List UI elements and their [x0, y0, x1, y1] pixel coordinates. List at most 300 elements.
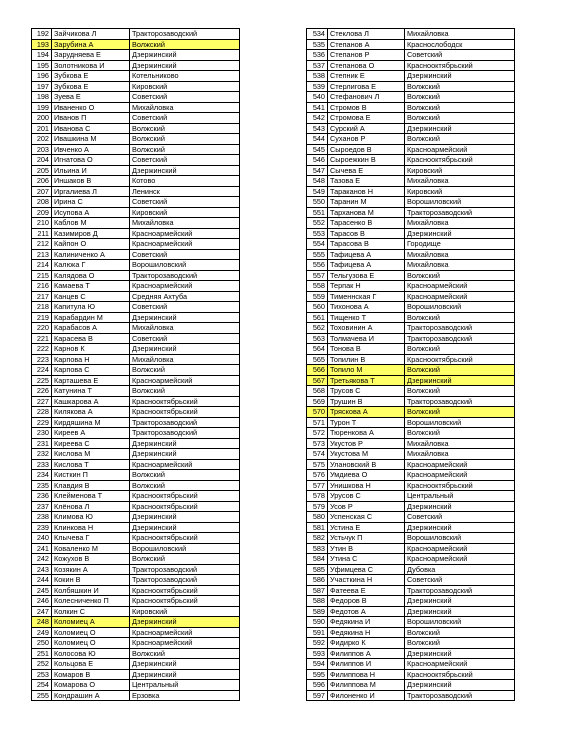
district-name: Тракторозаводский [130, 270, 240, 281]
district-name: Волжский [130, 470, 240, 481]
district-name: Волжский [405, 365, 515, 376]
district-name: Волжский [130, 554, 240, 565]
row-number: 244 [32, 575, 52, 586]
person-name: Зарудняева Е [52, 50, 130, 61]
table-row [307, 501, 515, 512]
table-row [32, 228, 240, 239]
table-row [32, 239, 240, 250]
district-name: Тракторозаводский [405, 690, 515, 701]
table-row-highlighted [32, 617, 240, 628]
district-name: Дзержинский [130, 344, 240, 355]
person-name: Сурский А [328, 123, 405, 134]
district-name: Ворошиловский [405, 417, 515, 428]
table-row [32, 659, 240, 670]
row-number: 243 [32, 564, 52, 575]
person-name: Коваленко М [52, 543, 130, 554]
table-row [32, 165, 240, 176]
district-name: Краснооктябрьский [130, 491, 240, 502]
table-row [307, 480, 515, 491]
district-name: Дзержинский [130, 617, 240, 628]
row-number: 242 [32, 554, 52, 565]
table-row [307, 312, 515, 323]
table-row [32, 449, 240, 460]
district-name: Волжский [405, 627, 515, 638]
district-name: Дзержинский [405, 501, 515, 512]
person-name: Фатеева Е [328, 585, 405, 596]
row-number: 250 [32, 638, 52, 649]
row-number: 576 [307, 470, 328, 481]
row-number: 254 [32, 680, 52, 691]
district-name: Михайловка [130, 354, 240, 365]
row-number: 564 [307, 344, 328, 355]
district-name: Советский [405, 50, 515, 61]
district-name: Дзержинский [405, 71, 515, 82]
table-row [307, 239, 515, 250]
person-name: Карасева В [52, 333, 130, 344]
district-name: Михайловка [405, 218, 515, 229]
district-name: Дзержинский [130, 659, 240, 670]
person-name: Камаева Т [52, 281, 130, 292]
row-number: 580 [307, 512, 328, 523]
person-name: Кокин В [52, 575, 130, 586]
table-row [32, 543, 240, 554]
district-name: Волжский [405, 638, 515, 649]
table-row [307, 638, 515, 649]
person-name: Клычева Г [52, 533, 130, 544]
table-row [32, 438, 240, 449]
table-row [307, 92, 515, 103]
row-number: 571 [307, 417, 328, 428]
person-name: Колосова Ю [52, 648, 130, 659]
person-name: Капитула Ю [52, 302, 130, 313]
row-number: 595 [307, 669, 328, 680]
row-number: 227 [32, 396, 52, 407]
row-number: 586 [307, 575, 328, 586]
district-name: Советский [130, 92, 240, 103]
table-row [307, 29, 515, 40]
person-name: Тельгузова Е [328, 270, 405, 281]
person-name: Кирдяшина М [52, 417, 130, 428]
district-name: Красноармейский [405, 543, 515, 554]
district-name: Котово [130, 176, 240, 187]
person-name: Тарасова В [328, 239, 405, 250]
row-number: 536 [307, 50, 328, 61]
table-row [307, 176, 515, 187]
row-number: 557 [307, 270, 328, 281]
table-row [32, 596, 240, 607]
table-row [32, 113, 240, 124]
row-number: 202 [32, 134, 52, 145]
table-row [307, 386, 515, 397]
table-row [32, 197, 240, 208]
table-row [307, 123, 515, 134]
table-row [307, 60, 515, 71]
person-name: Усов Р [328, 501, 405, 512]
district-name: Тракторозаводский [405, 333, 515, 344]
table-row [307, 260, 515, 271]
person-name: Трушин В [328, 396, 405, 407]
table-row [32, 512, 240, 523]
district-name: Кировский [130, 606, 240, 617]
table-row [307, 186, 515, 197]
row-number: 574 [307, 449, 328, 460]
district-name: Советский [130, 249, 240, 260]
row-number: 192 [32, 29, 52, 40]
row-number: 197 [32, 81, 52, 92]
person-name: Укустова М [328, 449, 405, 460]
table-row [307, 575, 515, 586]
row-number: 583 [307, 543, 328, 554]
table-row [307, 543, 515, 554]
row-number: 575 [307, 459, 328, 470]
table-row [307, 197, 515, 208]
district-name: Красноармейский [130, 375, 240, 386]
person-name: Клинкова Н [52, 522, 130, 533]
person-name: Утина С [328, 554, 405, 565]
row-number: 541 [307, 102, 328, 113]
table-row [307, 680, 515, 691]
table-row [307, 39, 515, 50]
person-name: Катунина Т [52, 386, 130, 397]
district-name: Краснооктябрьский [130, 407, 240, 418]
person-name: Зубкова Е [52, 81, 130, 92]
person-name: Кольцова Е [52, 659, 130, 670]
table-row [32, 249, 240, 260]
row-number: 547 [307, 165, 328, 176]
table-row [307, 165, 515, 176]
row-number: 195 [32, 60, 52, 71]
row-number: 555 [307, 249, 328, 260]
person-name: Таранин М [328, 197, 405, 208]
row-number: 245 [32, 585, 52, 596]
table-row [307, 134, 515, 145]
district-name: Красноармейский [130, 627, 240, 638]
row-number: 539 [307, 81, 328, 92]
district-name: Кировский [405, 165, 515, 176]
table-row [307, 291, 515, 302]
district-name: Дзержинский [130, 312, 240, 323]
district-name: Советский [405, 575, 515, 586]
table-row [307, 491, 515, 502]
table-row [32, 459, 240, 470]
row-number: 558 [307, 281, 328, 292]
row-number: 540 [307, 92, 328, 103]
row-number: 222 [32, 344, 52, 355]
district-name: Краснооктябрьский [130, 585, 240, 596]
table-row [32, 365, 240, 376]
row-number: 579 [307, 501, 328, 512]
person-name: Филоненко И [328, 690, 405, 701]
table-row [32, 606, 240, 617]
district-name: Волжский [130, 386, 240, 397]
district-name: Дзержинский [130, 512, 240, 523]
person-name: Федякина И [328, 617, 405, 628]
district-name: Ворошиловский [405, 197, 515, 208]
table-row [307, 554, 515, 565]
table-row [32, 690, 240, 701]
table-row [32, 302, 240, 313]
table-row [307, 155, 515, 166]
district-name: Ленинск [130, 186, 240, 197]
person-name: Трусов С [328, 386, 405, 397]
table-row-highlighted [307, 375, 515, 386]
row-number: 235 [32, 480, 52, 491]
person-name: Тафицева А [328, 249, 405, 260]
row-number: 252 [32, 659, 52, 670]
row-number: 193 [32, 39, 52, 50]
district-name: Тракторозаводский [405, 585, 515, 596]
row-number: 556 [307, 260, 328, 271]
table-row [32, 669, 240, 680]
row-number: 544 [307, 134, 328, 145]
district-name: Михайловка [405, 176, 515, 187]
row-number: 200 [32, 113, 52, 124]
row-number: 582 [307, 533, 328, 544]
person-name: Клейменова Т [52, 491, 130, 502]
person-name: Колкин С [52, 606, 130, 617]
table-row [32, 627, 240, 638]
person-name: Тищенко Т [328, 312, 405, 323]
row-number: 253 [32, 669, 52, 680]
person-name: Коломиец О [52, 638, 130, 649]
table-row [307, 228, 515, 239]
table-row [307, 512, 515, 523]
district-name: Волжский [130, 134, 240, 145]
district-name: Дзержинский [405, 123, 515, 134]
table-row [307, 596, 515, 607]
district-name: Советский [130, 113, 240, 124]
district-name: Красноармейский [405, 554, 515, 565]
table-row [32, 480, 240, 491]
row-number: 554 [307, 239, 328, 250]
table-row [307, 81, 515, 92]
district-name: Красноармейский [405, 659, 515, 670]
district-name: Михайловка [130, 323, 240, 334]
person-name: Карташева Е [52, 375, 130, 386]
person-name: Сыроедов В [328, 144, 405, 155]
row-number: 224 [32, 365, 52, 376]
district-name: Михайловка [405, 249, 515, 260]
person-name: Кайпон О [52, 239, 130, 250]
person-name: Зайчикова Л [52, 29, 130, 40]
district-name: Дзержинский [130, 60, 240, 71]
person-name: Суханов Р [328, 134, 405, 145]
district-name: Краснооктябрьский [130, 533, 240, 544]
person-name: Урусов С [328, 491, 405, 502]
district-name: Советский [130, 155, 240, 166]
person-name: Федоров В [328, 596, 405, 607]
table-row [32, 407, 240, 418]
person-name: Тарханова М [328, 207, 405, 218]
table-row [32, 354, 240, 365]
district-name: Волжский [405, 81, 515, 92]
table-row [32, 281, 240, 292]
table-row [32, 491, 240, 502]
table-row [307, 50, 515, 61]
person-name: Умдиева О [328, 470, 405, 481]
district-name: Средняя Ахтуба [130, 291, 240, 302]
person-name: Федотов А [328, 606, 405, 617]
person-name: Тараканов Н [328, 186, 405, 197]
district-name: Кировский [130, 81, 240, 92]
person-name: Иванова С [52, 123, 130, 134]
row-number: 221 [32, 333, 52, 344]
person-name: Зарубина А [52, 39, 130, 50]
district-name: Красноармейский [405, 281, 515, 292]
row-number: 223 [32, 354, 52, 365]
table-row [32, 417, 240, 428]
table-row [32, 176, 240, 187]
table-row [32, 29, 240, 40]
person-name: Третьякова Т [328, 375, 405, 386]
table-row [307, 522, 515, 533]
district-name: Волжский [130, 144, 240, 155]
row-number: 196 [32, 71, 52, 82]
district-name: Дзержинский [405, 648, 515, 659]
table-row [32, 270, 240, 281]
person-name: Тихонова А [328, 302, 405, 313]
row-number: 584 [307, 554, 328, 565]
person-name: Колесниченко П [52, 596, 130, 607]
table-row [32, 585, 240, 596]
row-number: 542 [307, 113, 328, 124]
district-name: Краснооктябрьский [405, 354, 515, 365]
row-number: 573 [307, 438, 328, 449]
district-name: Красноармейский [130, 638, 240, 649]
row-number: 210 [32, 218, 52, 229]
district-name: Тракторозаводский [130, 575, 240, 586]
district-name: Волжский [130, 123, 240, 134]
row-number: 552 [307, 218, 328, 229]
district-name: Тракторозаводский [130, 428, 240, 439]
row-number: 549 [307, 186, 328, 197]
table-row [307, 606, 515, 617]
district-name: Волжский [405, 102, 515, 113]
person-name: Карабардин М [52, 312, 130, 323]
person-name: Топилин В [328, 354, 405, 365]
person-name: Тарасов В [328, 228, 405, 239]
table-row [307, 270, 515, 281]
person-name: Канцев С [52, 291, 130, 302]
person-name: Клёнова Л [52, 501, 130, 512]
district-name: Дзержинский [130, 50, 240, 61]
person-name: Участкина Н [328, 575, 405, 586]
row-number: 566 [307, 365, 328, 376]
row-number: 572 [307, 428, 328, 439]
table-row [32, 207, 240, 218]
person-name: Филиппов А [328, 648, 405, 659]
district-name: Дзержинский [405, 228, 515, 239]
row-number: 588 [307, 596, 328, 607]
district-name: Михайловка [405, 29, 515, 40]
row-number: 208 [32, 197, 52, 208]
district-name: Михайловка [405, 438, 515, 449]
district-name: Тракторозаводский [405, 323, 515, 334]
person-name: Иванов П [52, 113, 130, 124]
person-name: Унишкова Н [328, 480, 405, 491]
person-name: Успенская С [328, 512, 405, 523]
row-number: 201 [32, 123, 52, 134]
person-name: Филиппов И [328, 659, 405, 670]
district-name: Тракторозаводский [405, 396, 515, 407]
district-name: Волжский [405, 312, 515, 323]
table-row [32, 533, 240, 544]
district-name: Тракторозаводский [405, 207, 515, 218]
district-name: Краснооктябрьский [405, 669, 515, 680]
district-name: Краснооктябрьский [405, 60, 515, 71]
person-name: Киреев А [52, 428, 130, 439]
person-name: Сычева Е [328, 165, 405, 176]
row-number: 233 [32, 459, 52, 470]
table-row [32, 60, 240, 71]
district-name: Котельниково [130, 71, 240, 82]
district-name: Волжский [130, 648, 240, 659]
row-number: 593 [307, 648, 328, 659]
district-name: Ворошиловский [130, 543, 240, 554]
district-name: Красноармейский [130, 228, 240, 239]
row-number: 226 [32, 386, 52, 397]
row-number: 587 [307, 585, 328, 596]
table-row-highlighted [307, 365, 515, 376]
table-row [32, 648, 240, 659]
row-number: 207 [32, 186, 52, 197]
district-name: Красноармейский [405, 291, 515, 302]
table-row [32, 102, 240, 113]
row-number: 228 [32, 407, 52, 418]
district-name: Дзержинский [130, 669, 240, 680]
row-number: 567 [307, 375, 328, 386]
row-number: 199 [32, 102, 52, 113]
person-name: Степанов Р [328, 50, 405, 61]
row-number: 215 [32, 270, 52, 281]
table-row [307, 438, 515, 449]
table-row [32, 71, 240, 82]
right-roster-table [306, 28, 515, 701]
person-name: Сыроежкин В [328, 155, 405, 166]
district-name: Дзержинский [130, 522, 240, 533]
person-name: Клавдия В [52, 480, 130, 491]
person-name: Тазова Е [328, 176, 405, 187]
table-row [32, 218, 240, 229]
row-number: 560 [307, 302, 328, 313]
table-row [32, 291, 240, 302]
row-number: 236 [32, 491, 52, 502]
table-row [32, 144, 240, 155]
person-name: Коломиец А [52, 617, 130, 628]
district-name: Кировский [130, 207, 240, 218]
district-name: Советский [130, 333, 240, 344]
district-name: Волжский [130, 39, 240, 50]
row-number: 218 [32, 302, 52, 313]
table-row [32, 575, 240, 586]
person-name: Калиниченко А [52, 249, 130, 260]
row-number: 596 [307, 680, 328, 691]
table-row [307, 585, 515, 596]
table-row [307, 333, 515, 344]
row-number: 230 [32, 428, 52, 439]
table-row [32, 470, 240, 481]
person-name: Устьчук П [328, 533, 405, 544]
district-name: Дзержинский [405, 606, 515, 617]
row-number: 594 [307, 659, 328, 670]
person-name: Топило М [328, 365, 405, 376]
table-row [32, 680, 240, 691]
row-number: 249 [32, 627, 52, 638]
person-name: Зуева Е [52, 92, 130, 103]
row-number: 209 [32, 207, 52, 218]
person-name: Стромова Е [328, 113, 405, 124]
row-number: 232 [32, 449, 52, 460]
